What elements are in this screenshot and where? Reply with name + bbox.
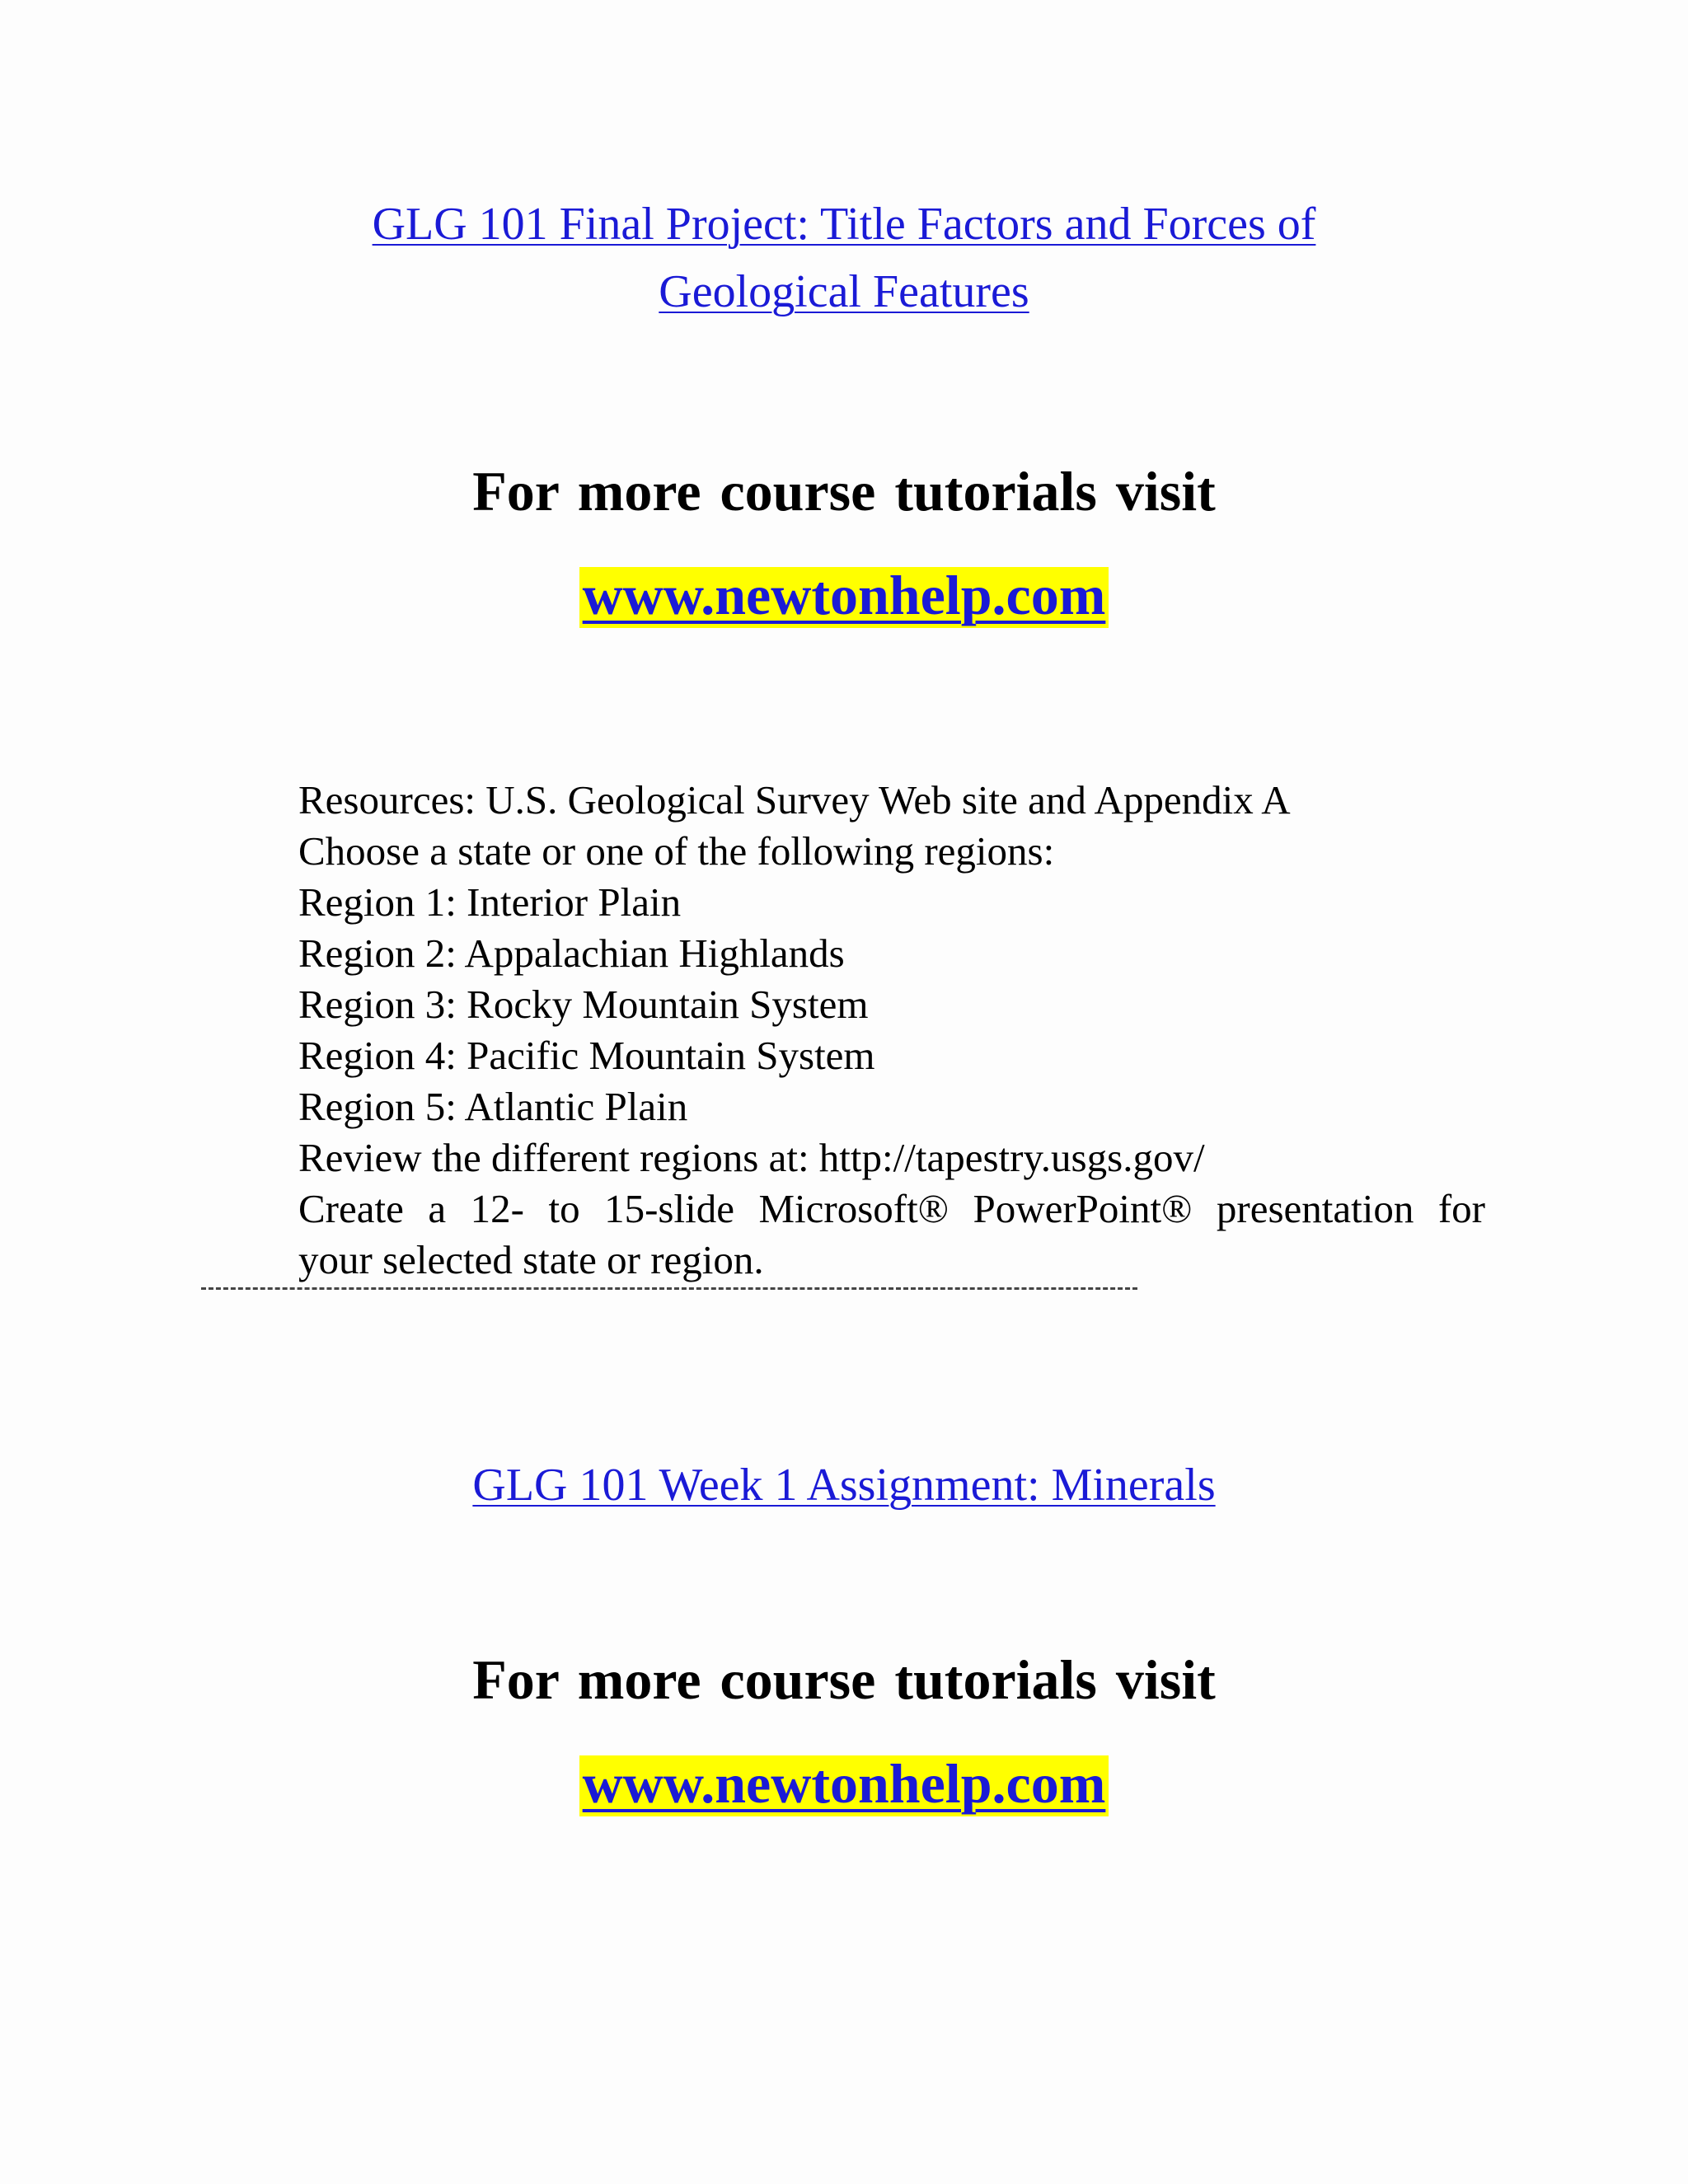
section2-promo-heading: For more course tutorials visit xyxy=(472,1648,1216,1711)
section2-title-link[interactable]: GLG 101 Week 1 Assignment: Minerals xyxy=(472,1460,1216,1511)
body-line-create: Create a 12- to 15-slide Microsoft® PowerPoint® presentation for xyxy=(298,1186,1485,1231)
body-line-region-3: Region 3: Rocky Mountain System xyxy=(298,982,869,1027)
section1-title-link-line1[interactable]: GLG 101 Final Project: Title Factors and Forces of xyxy=(372,199,1316,250)
section2-promo-wrapper xyxy=(0,1648,1688,1711)
body-line-region-4: Region 4: Pacific Mountain System xyxy=(298,1033,875,1078)
section1-site-link[interactable]: www.newtonhelp.com xyxy=(579,567,1109,628)
body-line-resources: Resources: U.S. Geological Survey Web site and Appendix A xyxy=(298,777,1291,823)
section-divider xyxy=(201,1287,1137,1290)
body-line-region-2: Region 2: Appalachian Highlands xyxy=(298,930,845,976)
body-line-region-1: Region 1: Interior Plain xyxy=(298,879,682,925)
section1-title-line1-wrapper xyxy=(0,199,1688,250)
section1-promo-heading: For more course tutorials visit xyxy=(472,460,1216,523)
section2-site-link-wrapper xyxy=(0,1752,1688,1816)
body-line-region-5: Region 5: Atlantic Plain xyxy=(298,1084,688,1129)
body-line-review: Review the different regions at: http://tapestry.usgs.gov/ xyxy=(298,1135,1205,1180)
section1-title-link-line2[interactable]: Geological Features xyxy=(659,266,1029,317)
body-line-selected: your selected state or region. xyxy=(298,1237,764,1282)
section1-title-line2-wrapper xyxy=(0,266,1688,317)
section1-promo-wrapper xyxy=(0,460,1688,523)
section2-site-link[interactable]: www.newtonhelp.com xyxy=(579,1755,1109,1816)
section1-site-link-wrapper xyxy=(0,564,1688,628)
section2-title-wrapper xyxy=(0,1460,1688,1511)
assignment-description xyxy=(298,775,1485,1286)
body-line-choose: Choose a state or one of the following regions: xyxy=(298,828,1055,874)
